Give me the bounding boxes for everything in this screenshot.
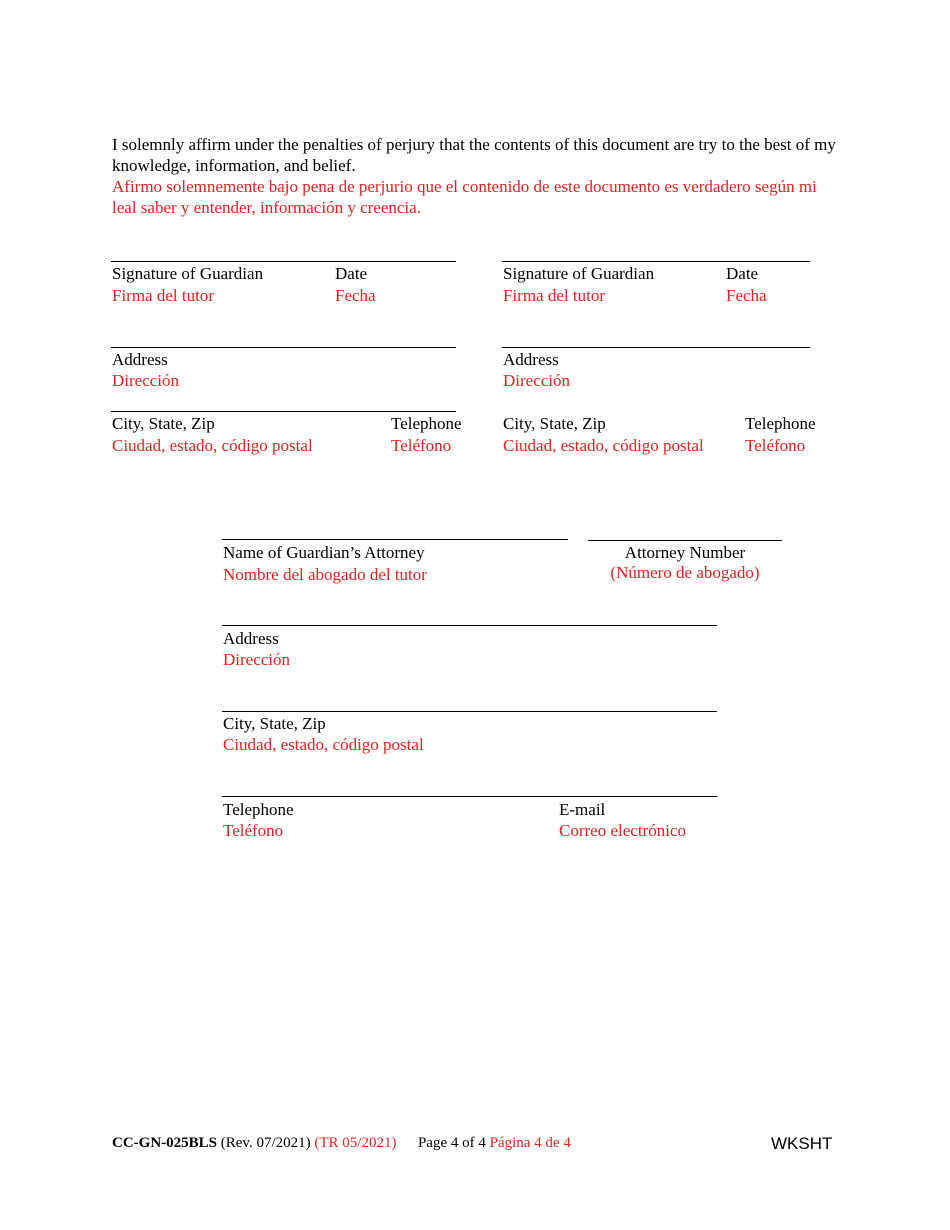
guardian-2-date-label: Date — [726, 264, 759, 283]
guardian-2-address-line[interactable] — [502, 347, 810, 348]
guardian-2-telephone-label-es: Teléfono — [745, 436, 806, 455]
attorney-telephone-label: Telephone — [223, 800, 294, 819]
attorney-name-label: Name of Guardian’s Attorney — [223, 543, 425, 562]
guardian-1-address-label: Address — [112, 350, 168, 369]
guardian-2-address-label-es: Dirección — [503, 371, 571, 390]
footer — [112, 1134, 571, 1152]
attorney-number-label-es: (Número de abogado) — [610, 563, 760, 582]
guardian-2-telephone-label: Telephone — [745, 414, 816, 433]
guardian-1-city-line[interactable] — [111, 411, 456, 412]
guardian-1-city-label-es: Ciudad, estado, código postal — [112, 436, 313, 455]
guardian-2-signature-line[interactable] — [502, 261, 810, 262]
affirmation — [112, 134, 842, 218]
guardian-1-signature-label: Signature of Guardian — [112, 264, 264, 283]
attorney-city-label-es: Ciudad, estado, código postal — [223, 735, 424, 754]
guardian-2-city-label-es: Ciudad, estado, código postal — [503, 436, 704, 455]
guardian-1-telephone-label: Telephone — [391, 414, 462, 433]
guardian-1-date-label: Date — [335, 264, 368, 283]
form-code: CC-GN-025BLS — [112, 1135, 218, 1151]
guardian-2-signature-label-es: Firma del tutor — [503, 286, 605, 305]
guardian-2-date-label-es: Fecha — [726, 286, 767, 305]
attorney-number-label: Attorney Number — [624, 543, 746, 562]
guardian-1-address-label-es: Dirección — [112, 371, 180, 390]
attorney-name-label-es: Nombre del abogado del tutor — [223, 565, 427, 584]
attorney-telephone-label-es: Teléfono — [223, 821, 284, 840]
guardian-1-signature-line[interactable] — [111, 261, 456, 262]
translation-revision: (TR 05/2021) — [314, 1135, 397, 1151]
attorney-email-label-es: Correo electrónico — [559, 821, 686, 840]
attorney-email-label: E-mail — [559, 800, 606, 819]
affirmation-english: I solemnly affirm under the penalties of perjury that the contents of this document are try to the best of my knowledge, information, and belief. — [112, 135, 836, 175]
page-number-es: Página 4 de 4 — [489, 1135, 571, 1151]
form-revision: (Rev. 07/2021) — [220, 1135, 311, 1151]
attorney-address-label-es: Dirección — [223, 650, 291, 669]
guardian-2-signature-label: Signature of Guardian — [503, 264, 655, 283]
attorney-contact-line[interactable] — [222, 796, 717, 797]
guardian-1-address-line[interactable] — [111, 347, 456, 348]
attorney-city-label: City, State, Zip — [223, 714, 326, 733]
guardian-1-date-label-es: Fecha — [335, 286, 376, 305]
guardian-1-telephone-label-es: Teléfono — [391, 436, 452, 455]
attorney-city-line[interactable] — [222, 711, 717, 712]
guardian-2-address-label: Address — [503, 350, 559, 369]
guardian-2-city-label: City, State, Zip — [503, 414, 606, 433]
attorney-address-label: Address — [223, 629, 279, 648]
guardian-1-signature-label-es: Firma del tutor — [112, 286, 214, 305]
guardian-1-city-label: City, State, Zip — [112, 414, 215, 433]
attorney-address-line[interactable] — [222, 625, 717, 626]
affirmation-spanish: Afirmo solemnemente bajo pena de perjurio que el contenido de este documento es verdadero según mi leal saber y entender, información y creencia. — [112, 177, 817, 217]
attorney-number-line[interactable] — [588, 540, 782, 541]
attorney-name-line[interactable] — [222, 539, 568, 540]
page-number: Page 4 of 4 — [417, 1135, 486, 1151]
worksheet-label: WKSHT — [771, 1134, 833, 1153]
